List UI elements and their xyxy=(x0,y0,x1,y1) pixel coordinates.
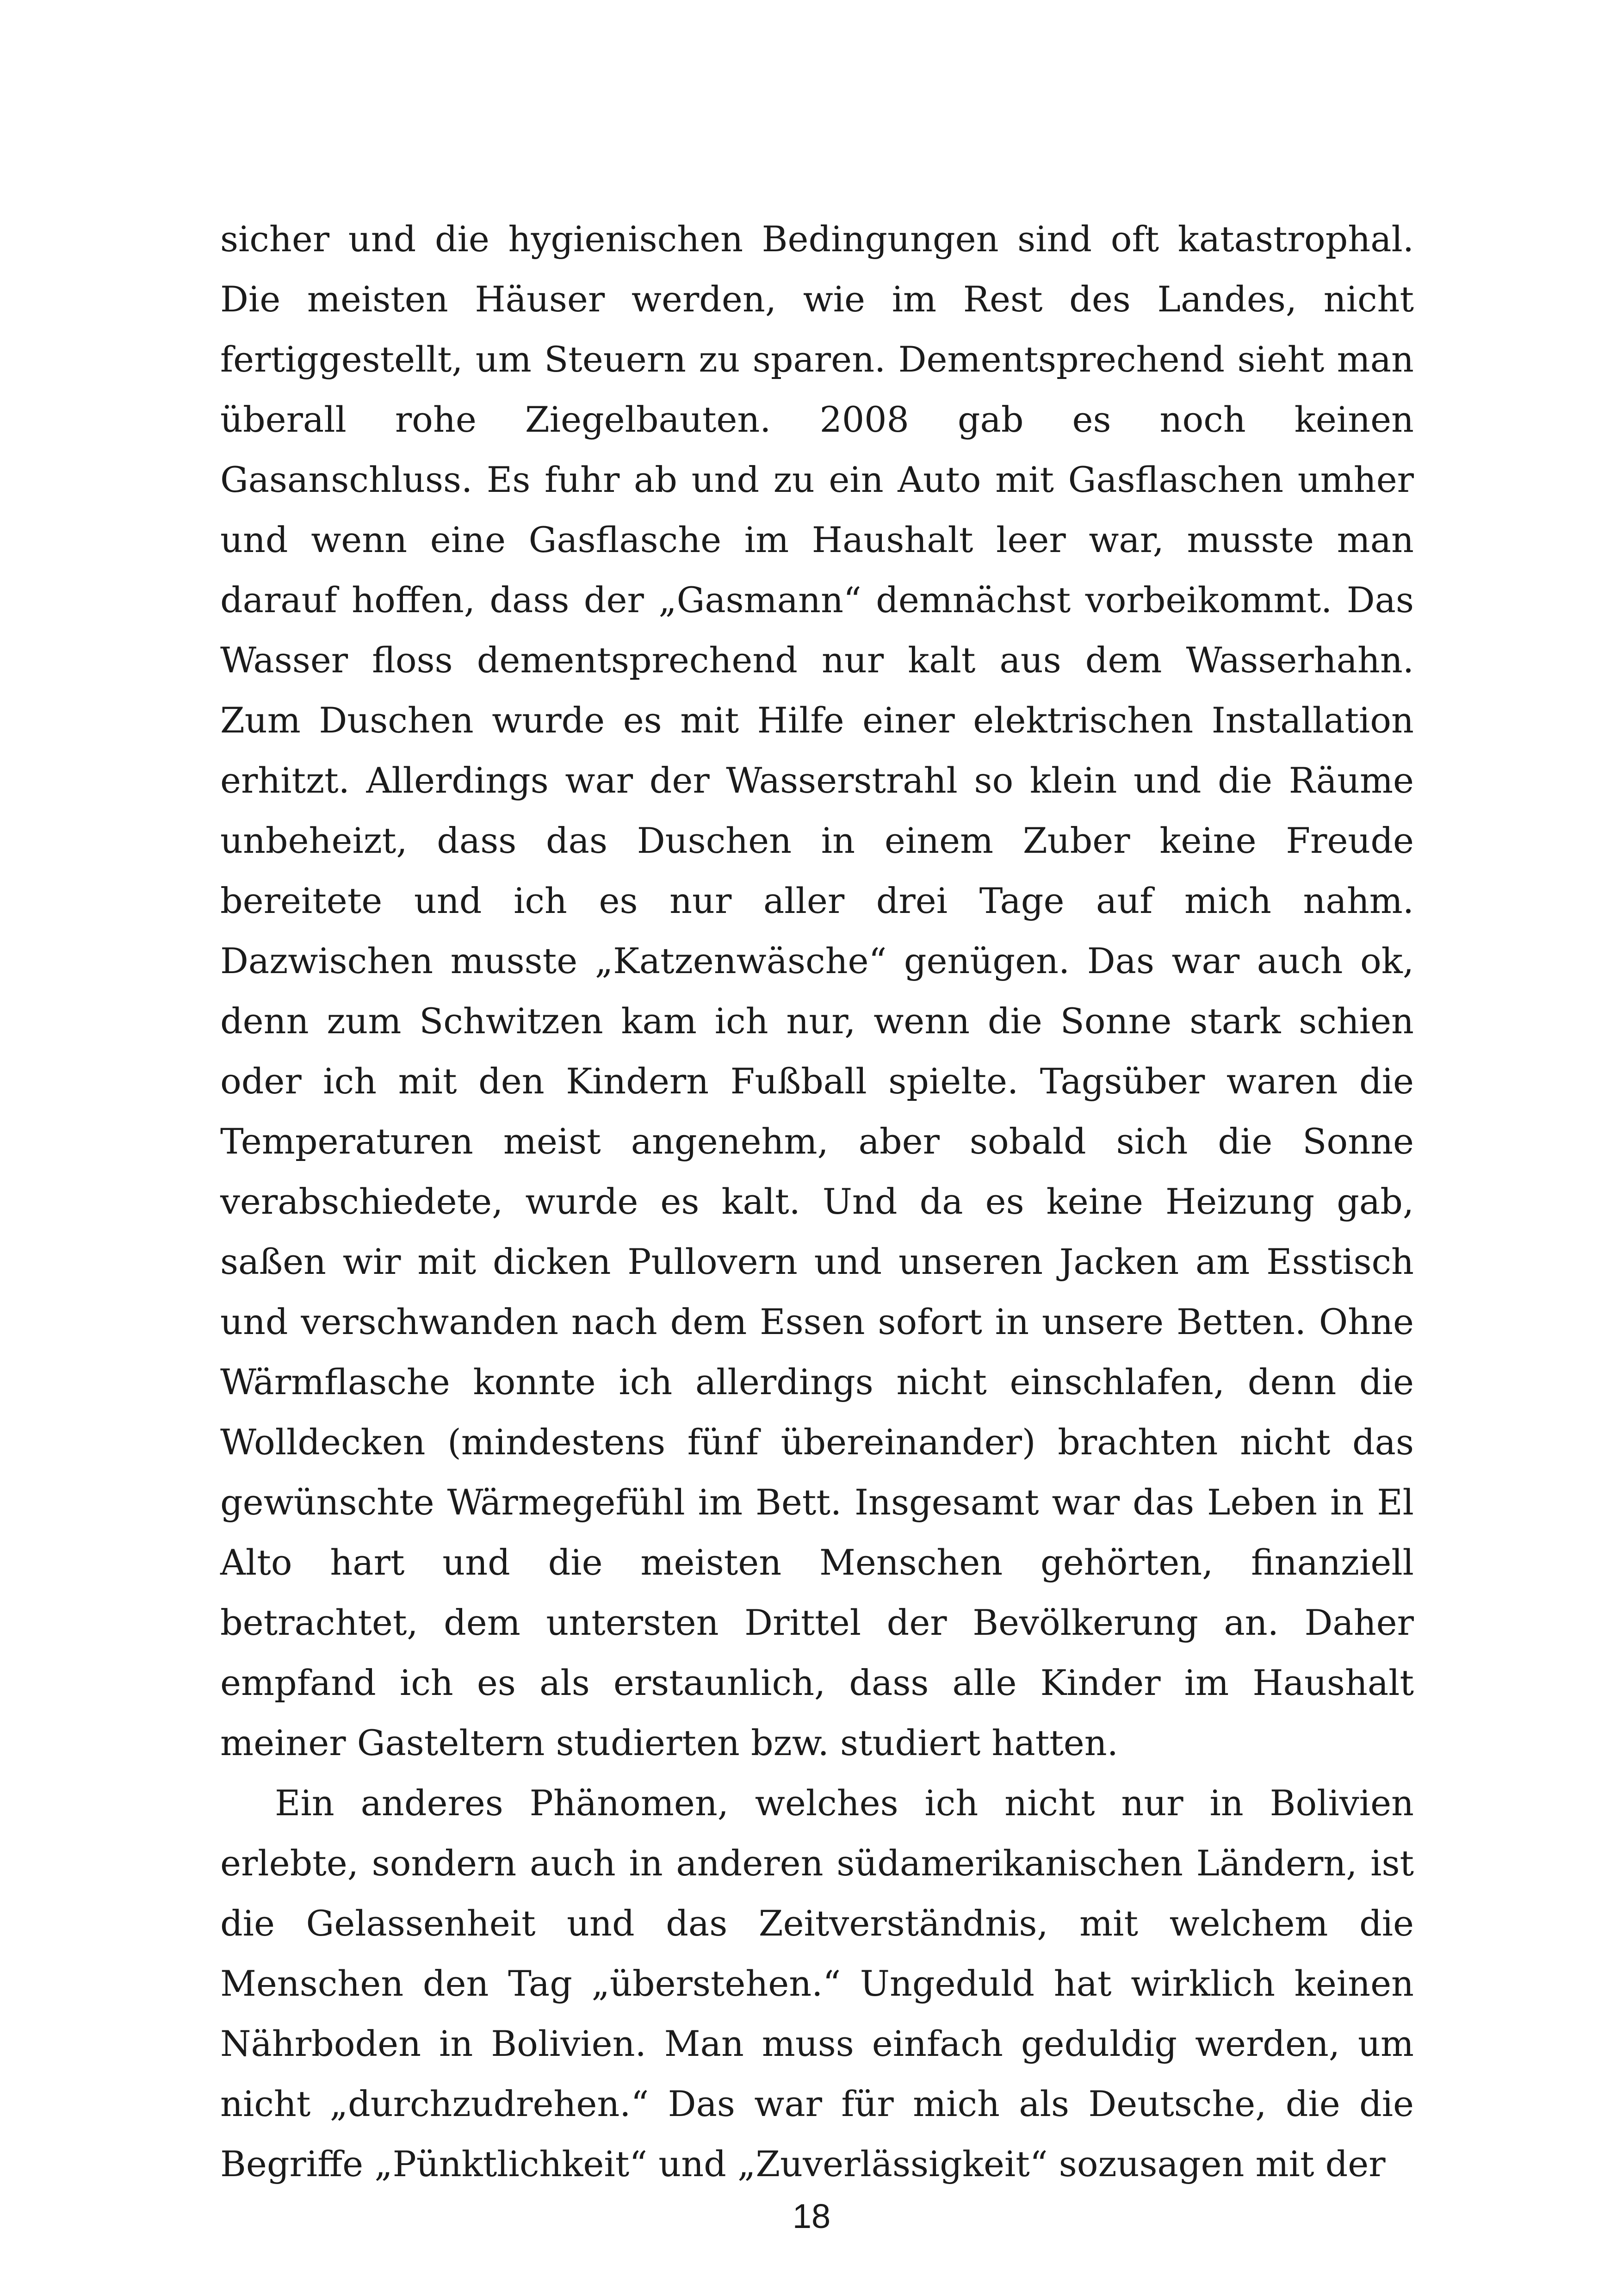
body-text xyxy=(220,209,1414,2194)
paragraph-1: sicher und die hygienischen Bedingungen sind oft katastrophal. Die meisten Häuser werden, wie im Rest des Landes, nicht fertiggestellt, um Steuern zu sparen. Dementsprechend sieht man überall rohe Ziegelbauten. 2008 gab es noch keinen Gasanschluss. Es fuhr ab und zu ein Auto mit Gasflaschen umher und wenn eine Gasflasche im Haushalt leer war, musste man darauf hoffen, dass der „Gasmann“ demnächst vorbeikommt. Das Wasser floss dementsprechend nur kalt aus dem Wasserhahn. Zum Duschen wurde es mit Hilfe einer elektrischen Installation erhitzt. Allerdings war der Wasserstrahl so klein und die Räume unbeheizt, dass das Duschen in einem Zuber keine Freude bereitete und ich es nur aller drei Tage auf mich nahm. Dazwischen musste „Katzenwäsche“ genügen. Das war auch ok, denn zum Schwitzen kam ich nur, wenn die Sonne stark schien oder ich mit den Kindern Fußball spielte. Tagsüber waren die Temperaturen meist angenehm, aber sobald sich die Sonne verabschiedete, wurde es kalt. Und da es keine Heizung gab, saßen wir mit dicken Pullovern und unseren Jacken am Esstisch und verschwanden nach dem Essen sofort in unsere Betten. Ohne Wärmflasche konnte ich allerdings nicht einschlafen, denn die Wolldecken (mindestens fünf übereinander) brachten nicht das gewünschte Wärmegefühl im Bett. Insgesamt war das Leben in El Alto hart und die meisten Menschen gehörten, finanziell betrachtet, dem untersten Drittel der Bevölkerung an. Daher empfand ich es als erstaunlich, dass alle Kinder im Haushalt meiner Gasteltern studierten bzw. studiert hatten. xyxy=(220,218,1414,1763)
page-number: 18 xyxy=(792,2197,831,2235)
paragraph-2: Ein anderes Phänomen, welches ich nicht nur in Bolivien erlebte, sondern auch in anderen südamerikanischen Ländern, ist die Gelassenheit und das Zeitverständnis, mit welchem die Menschen den Tag „überstehen.“ Ungeduld hat wirklich keinen Nährboden in Bolivien. Man muss einfach geduldig werden, um nicht „durchzudrehen.“ Das war für mich als Deutsche, die die Begriffe „Pünktlichkeit“ und „Zuverlässigkeit“ sozusagen mit der xyxy=(220,1782,1414,2184)
